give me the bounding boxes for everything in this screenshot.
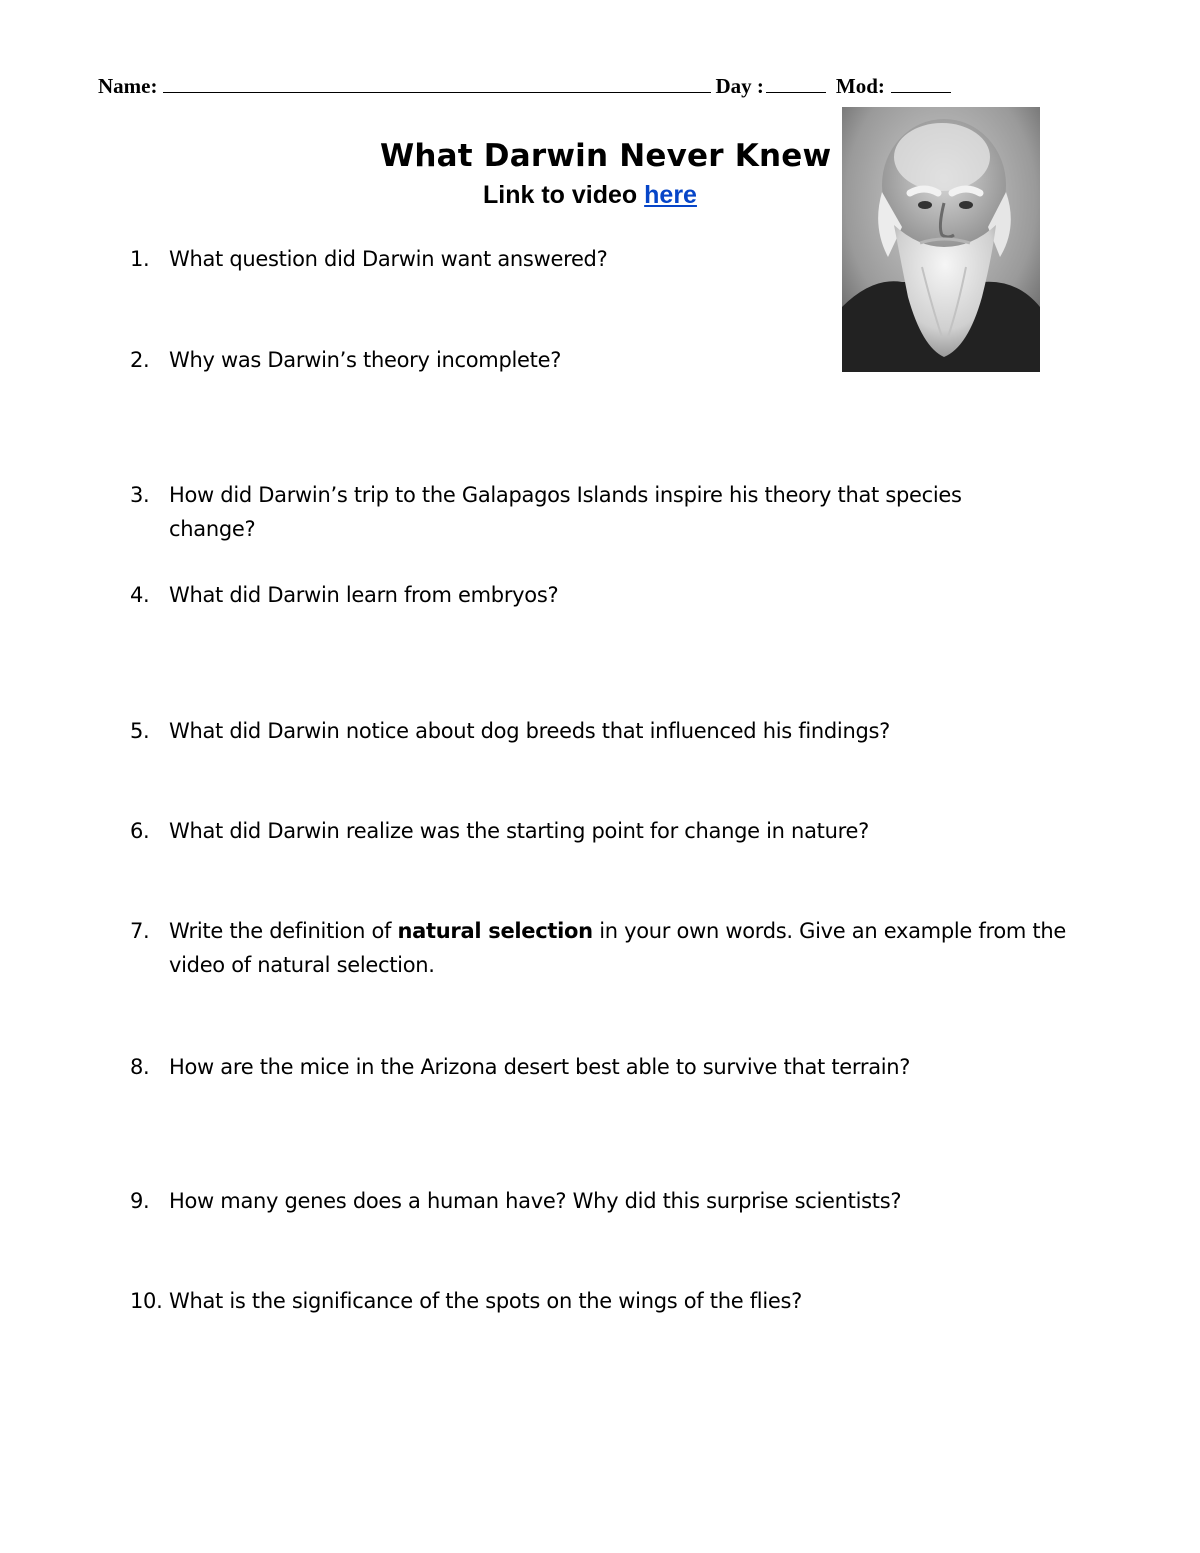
question-text: Why was Darwin’s theory incomplete? (169, 348, 562, 372)
video-link[interactable]: here (644, 181, 697, 209)
question-number: 7. (130, 919, 150, 943)
question-text: What did Darwin realize was the starting point for change in nature? (169, 819, 869, 843)
question-1 (130, 242, 1100, 276)
question-number: 4. (130, 583, 150, 607)
question-text-before: Write the definition of (169, 919, 392, 943)
page-title: What Darwin Never Knew (380, 138, 832, 174)
question-text: What question did Darwin want answered? (169, 247, 608, 271)
day-blank[interactable] (766, 74, 826, 93)
question-8 (130, 1050, 1100, 1084)
question-text: How are the mice in the Arizona desert best able to survive that terrain? (169, 1055, 911, 1079)
question-10 (130, 1284, 1100, 1318)
video-link-line (483, 181, 783, 210)
question-2 (130, 343, 1100, 377)
question-3 (130, 478, 1100, 546)
key-term-natural-selection: natural selection (397, 919, 593, 943)
question-9 (130, 1184, 1100, 1218)
question-6 (130, 814, 1100, 848)
question-text (169, 914, 1099, 982)
student-info-header (98, 74, 978, 102)
question-7 (130, 914, 1100, 982)
name-label: Name: (98, 74, 158, 98)
question-text: What did Darwin learn from embryos? (169, 583, 559, 607)
darwin-portrait (842, 107, 1040, 372)
question-text: What did Darwin notice about dog breeds that influenced his findings? (169, 719, 890, 743)
question-text: What is the significance of the spots on the wings of the flies? (169, 1289, 802, 1313)
question-number: 10. (130, 1289, 163, 1313)
day-label: Day : (715, 74, 764, 98)
question-text: How many genes does a human have? Why did this surprise scientists? (169, 1189, 902, 1213)
question-number: 3. (130, 483, 150, 507)
question-number: 8. (130, 1055, 150, 1079)
question-number: 2. (130, 348, 150, 372)
question-number: 1. (130, 247, 150, 271)
mod-blank[interactable] (891, 74, 951, 93)
mod-label: Mod: (835, 74, 885, 98)
question-number: 5. (130, 719, 150, 743)
question-text: How did Darwin’s trip to the Galapagos Islands inspire his theory that species change? (169, 483, 962, 541)
question-4 (130, 578, 1100, 612)
question-number: 6. (130, 819, 150, 843)
question-text-after: in your own words. Give an example from the video of natural selection. (169, 919, 1066, 977)
video-link-prefix: Link to video (483, 181, 638, 209)
question-number: 9. (130, 1189, 150, 1213)
name-blank[interactable] (163, 74, 711, 93)
question-5 (130, 714, 1100, 748)
